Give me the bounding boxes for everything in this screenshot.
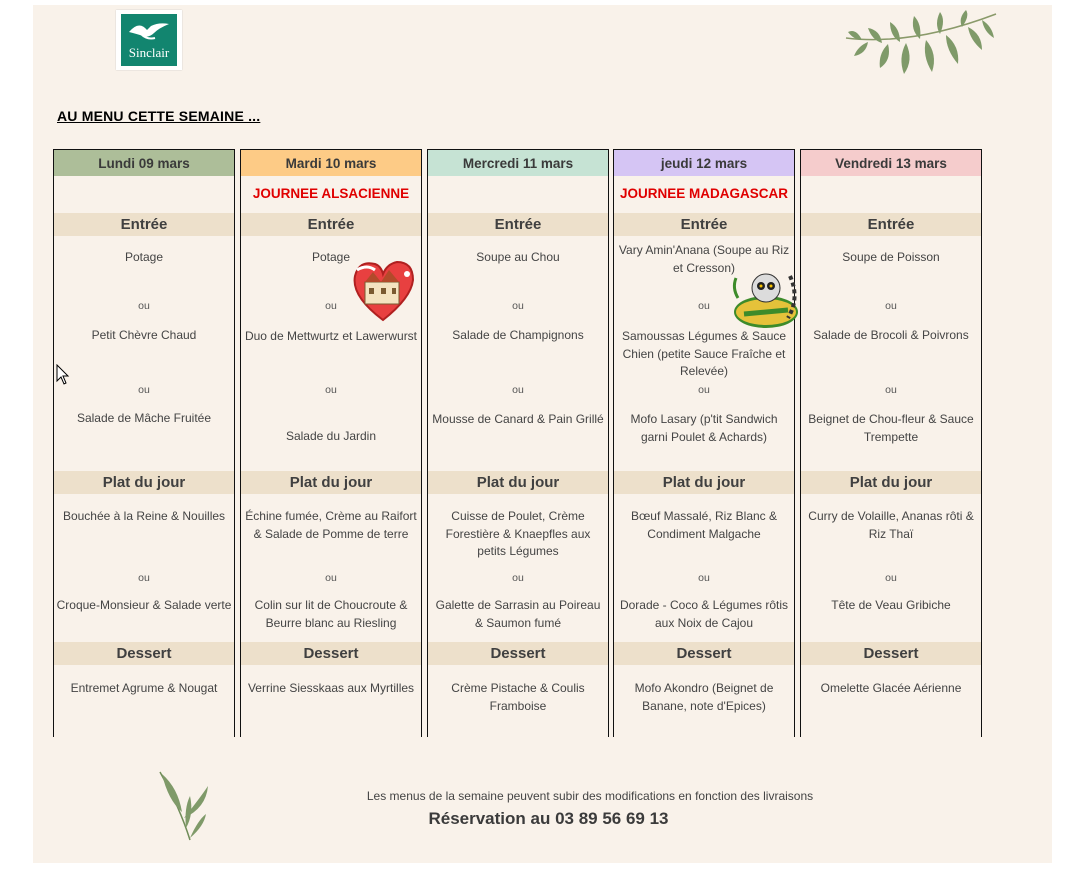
or-separator: ou <box>138 300 150 312</box>
day-column <box>53 149 235 737</box>
menu-heading: AU MENU CETTE SEMAINE ... <box>57 108 261 124</box>
section-entree: Entrée <box>241 213 421 236</box>
plat-item: Galette de Sarrasin au Poireau & Saumon fumé <box>435 598 601 630</box>
plat-item: Bœuf Massalé, Riz Blanc & Condiment Malgache <box>630 509 778 541</box>
plat-item: Croque-Monsieur & Salade verte <box>56 598 232 612</box>
plat-item: Cuisse de Poulet, Crème Forestière & Knaepfles aux petits Légumes <box>445 509 591 558</box>
stork-heart-icon <box>347 256 419 326</box>
entree-item: Petit Chèvre Chaud <box>91 328 197 342</box>
lemur-badge-icon <box>730 268 802 334</box>
section-entree: Entrée <box>428 213 608 236</box>
entree-item: Soupe au Chou <box>476 250 560 264</box>
entree-item: Mofo Lasary (p'tit Sandwich garni Poulet & Achards) <box>630 412 778 444</box>
section-dessert: Dessert <box>801 642 981 665</box>
or-separator: ou <box>885 384 897 396</box>
or-separator: ou <box>885 572 897 584</box>
entree-item: Soupe de Poisson <box>842 250 940 264</box>
entree-item: Vary Amin'Anana (Soupe au Riz et Cresson) <box>618 243 790 275</box>
entree-item: Beignet de Chou-fleur & Sauce Trempette <box>808 412 974 444</box>
or-separator: ou <box>325 572 337 584</box>
dessert-item: Crème Pistache & Coulis Framboise <box>451 681 585 713</box>
entree-item: Salade du Jardin <box>285 429 377 443</box>
dessert-item: Entremet Agrume & Nougat <box>70 681 218 695</box>
day-column <box>613 149 795 737</box>
plat-item: Échine fumée, Crème au Raifort & Salade de Pomme de terre <box>245 509 417 541</box>
section-plat-du-jour: Plat du jour <box>614 471 794 494</box>
or-separator: ou <box>512 300 524 312</box>
dessert-item: Verrine Siesskaas aux Myrtilles <box>247 681 415 695</box>
day-header: Vendredi 13 mars <box>801 149 981 176</box>
entree-item: Potage <box>124 250 164 264</box>
section-plat-du-jour: Plat du jour <box>54 471 234 494</box>
or-separator: ou <box>512 572 524 584</box>
theme-day-label: JOURNEE ALSACIENNE <box>252 186 410 201</box>
section-plat-du-jour: Plat du jour <box>801 471 981 494</box>
section-dessert: Dessert <box>614 642 794 665</box>
section-dessert: Dessert <box>428 642 608 665</box>
or-separator: ou <box>698 572 710 584</box>
entree-item: Duo de Mettwurtz et Lawerwurst <box>244 329 418 343</box>
or-separator: ou <box>325 300 337 312</box>
dessert-item: Omelette Glacée Aérienne <box>820 681 962 695</box>
entree-item: Potage <box>311 250 351 264</box>
plat-item: Tête de Veau Gribiche <box>831 598 951 612</box>
section-entree: Entrée <box>614 213 794 236</box>
entree-item: Mousse de Canard & Pain Grillé <box>432 412 604 426</box>
dessert-item: Mofo Akondro (Beignet de Banane, note d'Epices) <box>634 681 774 713</box>
reservation-phone: Réservation au 03 89 56 69 13 <box>428 809 669 828</box>
theme-day-label: JOURNEE MADAGASCAR <box>619 186 788 201</box>
day-header: Mercredi 11 mars <box>428 149 608 176</box>
or-separator: ou <box>138 572 150 584</box>
or-separator: ou <box>698 384 710 396</box>
footer-note: Les menus de la semaine peuvent subir des modifications en fonction des livraisons <box>366 789 814 803</box>
leaves-illustration <box>150 768 220 846</box>
section-dessert: Dessert <box>241 642 421 665</box>
sinclair-logo <box>116 10 182 70</box>
section-dessert: Dessert <box>54 642 234 665</box>
or-separator: ou <box>512 384 524 396</box>
day-header: Lundi 09 mars <box>54 149 234 176</box>
entree-item: Samoussas Légumes & Sauce Chien (petite Sauce Fraîche et Relevée) <box>621 329 787 378</box>
entree-item: Salade de Brocoli & Poivrons <box>813 328 969 342</box>
plat-item: Colin sur lit de Choucroute & Beurre blanc au Riesling <box>254 598 408 630</box>
section-entree: Entrée <box>54 213 234 236</box>
day-column <box>240 149 422 737</box>
day-column <box>427 149 609 737</box>
seagull-icon <box>121 16 177 48</box>
plat-item: Curry de Volaille, Ananas rôti & Riz Thaï <box>808 509 974 541</box>
entree-item: Salade de Champignons <box>452 328 584 342</box>
section-entree: Entrée <box>801 213 981 236</box>
or-separator: ou <box>325 384 337 396</box>
day-column <box>800 149 982 737</box>
or-separator: ou <box>885 300 897 312</box>
or-separator: ou <box>138 384 150 396</box>
or-separator: ou <box>698 300 710 312</box>
plat-item: Dorade - Coco & Légumes rôtis aux Noix de Cajou <box>619 598 789 630</box>
day-header: Mardi 10 mars <box>241 149 421 176</box>
section-plat-du-jour: Plat du jour <box>428 471 608 494</box>
olive-branch-illustration <box>842 10 1002 85</box>
section-plat-du-jour: Plat du jour <box>241 471 421 494</box>
entree-item: Salade de Mâche Fruitée <box>76 411 212 425</box>
mouse-pointer-icon <box>56 364 70 386</box>
plat-item: Bouchée à la Reine & Nouilles <box>62 509 226 523</box>
logo-brand-name: Sinclair <box>128 45 170 60</box>
day-header: jeudi 12 mars <box>614 149 794 176</box>
